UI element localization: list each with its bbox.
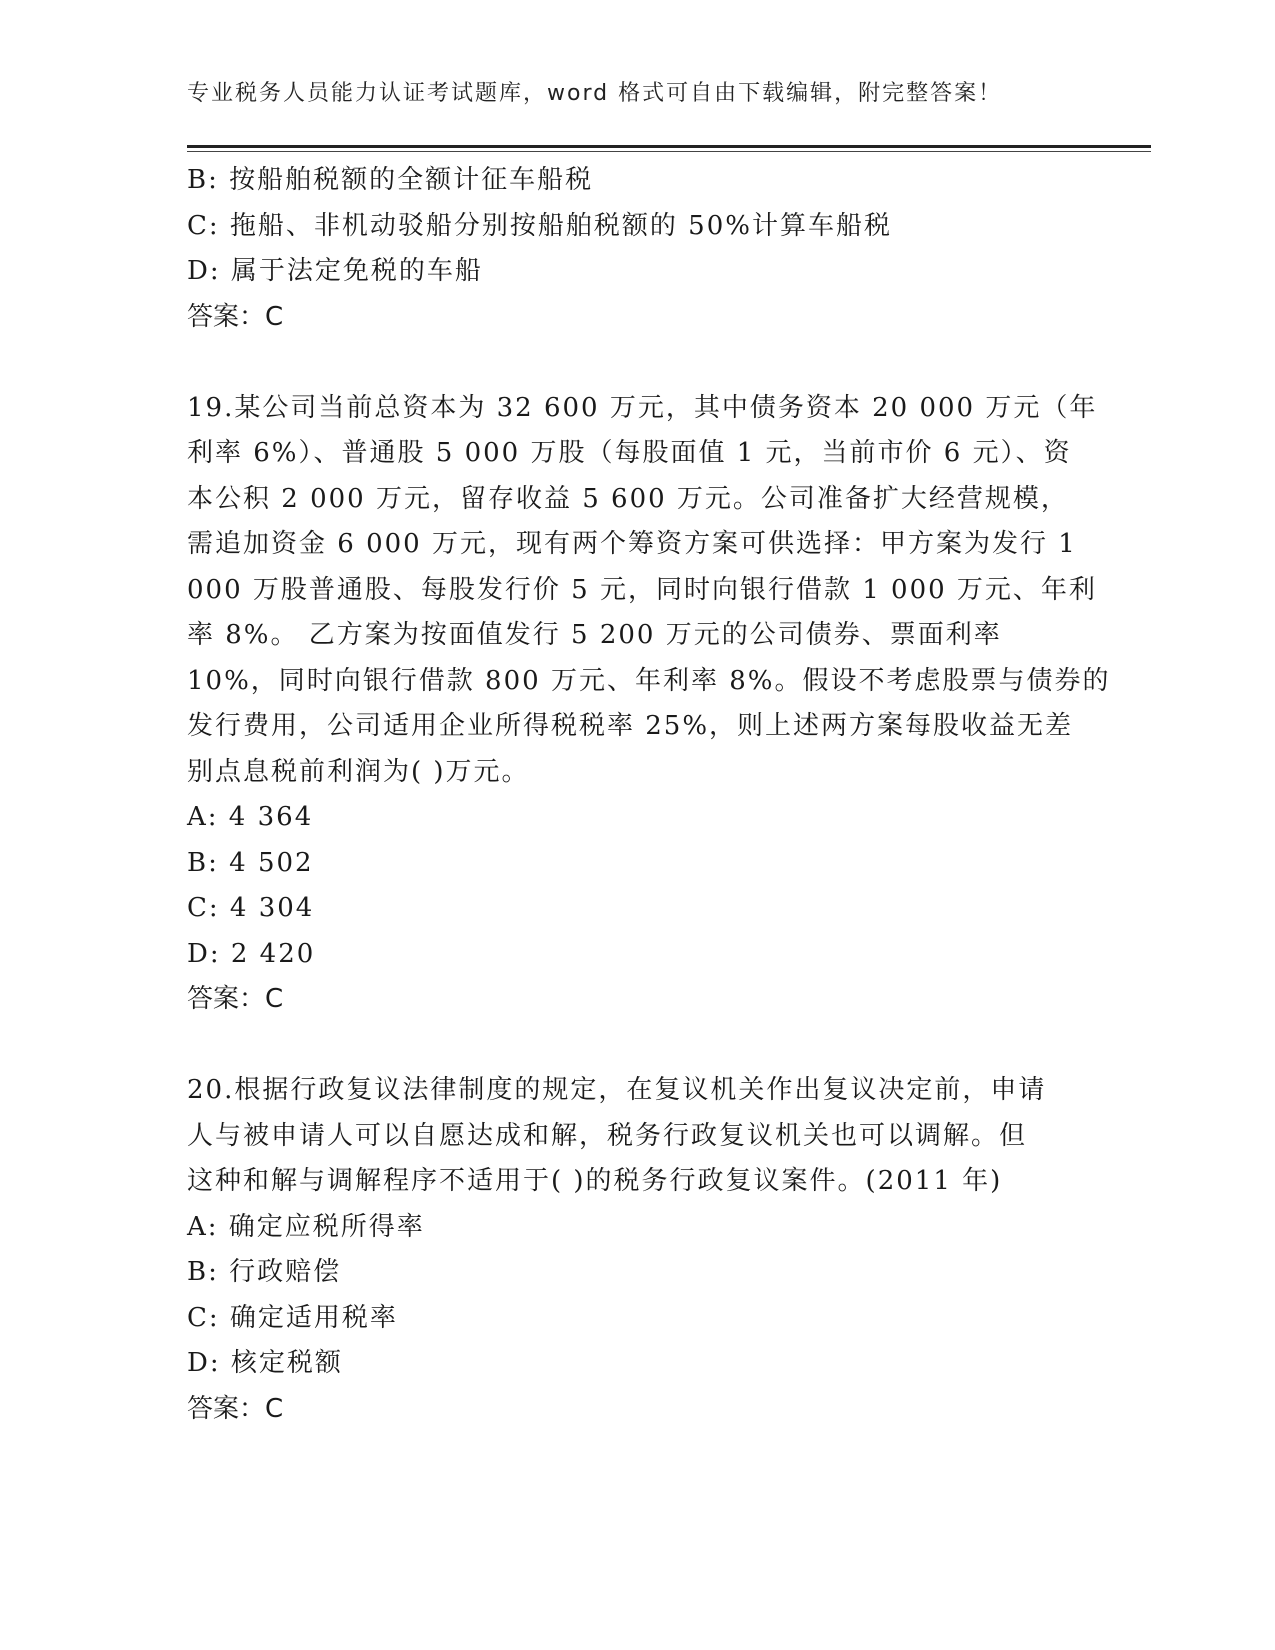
option-d: D: 2 420 bbox=[187, 938, 316, 969]
page-content bbox=[187, 158, 1111, 1432]
answer: 答案：C bbox=[187, 301, 284, 332]
question-text-line: 利率 6%）、普通股 5 000 万股（每股面值 1 元，当前市价 6 元）、资 bbox=[187, 438, 1072, 468]
question-text-line: 率 8%。 乙方案为按面值发行 5 200 万元的公司债券、票面利率 bbox=[187, 620, 1002, 650]
question-text-line: 这种和解与调解程序不适用于( )的税务行政复议案件。(2011 年) bbox=[187, 1166, 1003, 1196]
option-d: D: 核定税额 bbox=[187, 1348, 343, 1378]
spacer bbox=[187, 340, 1087, 386]
page-header: 专业税务人员能力认证考试题库，word 格式可自由下载编辑，附完整答案！ bbox=[187, 81, 1003, 106]
question-18-continuation bbox=[187, 158, 1087, 340]
question-text-line: 20.根据行政复议法律制度的规定，在复议机关作出复议决定前，申请 bbox=[187, 1075, 1047, 1105]
question-text-line: 000 万股普通股、每股发行价 5 元，同时向银行借款 1 000 万元、年利 bbox=[187, 574, 1097, 605]
spacer bbox=[187, 1023, 1087, 1069]
answer: 答案：C bbox=[187, 984, 284, 1014]
question-19 bbox=[187, 386, 1111, 1023]
option-b: B: 4 502 bbox=[187, 847, 314, 878]
question-text-line: 发行费用，公司适用企业所得税税率 25%，则上述两方案每股收益无差 bbox=[187, 711, 1074, 741]
question-text-line: 需追加资金 6 000 万元，现有两个筹资方案可供选择：甲方案为发行 1 bbox=[187, 529, 1077, 559]
question-20 bbox=[187, 1068, 1087, 1432]
answer: 答案：C bbox=[187, 1393, 284, 1424]
option-b: B: 行政赔偿 bbox=[187, 1257, 342, 1287]
question-text-line: 人与被申请人可以自愿达成和解，税务行政复议机关也可以调解。但 bbox=[187, 1120, 1028, 1151]
header-rule-thin bbox=[187, 151, 1151, 152]
option-c: C: 4 304 bbox=[187, 893, 315, 923]
header-rule-thick bbox=[187, 145, 1151, 148]
question-text-line: 10%，同时向银行借款 800 万元、年利率 8%。假设不考虑股票与债券的 bbox=[187, 665, 1111, 696]
question-text-line: 本公积 2 000 万元，留存收益 5 600 万元。公司准备扩大经营规模， bbox=[187, 483, 1069, 514]
option-a: A: 4 364 bbox=[187, 802, 314, 832]
question-text-line: 别点息税前利润为( )万元。 bbox=[187, 756, 530, 787]
option-d: D: 属于法定免税的车船 bbox=[187, 256, 483, 286]
option-c: C: 确定适用税率 bbox=[187, 1302, 398, 1333]
option-a: A: 确定应税所得率 bbox=[187, 1211, 425, 1242]
question-text-line: 19.某公司当前总资本为 32 600 万元，其中债务资本 20 000 万元（年 bbox=[187, 392, 1098, 423]
option-b: B: 按船舶税额的全额计征车船税 bbox=[187, 165, 594, 195]
option-c: C: 拖船、非机动驳船分别按船舶税额的 50%计算车船税 bbox=[187, 210, 892, 241]
